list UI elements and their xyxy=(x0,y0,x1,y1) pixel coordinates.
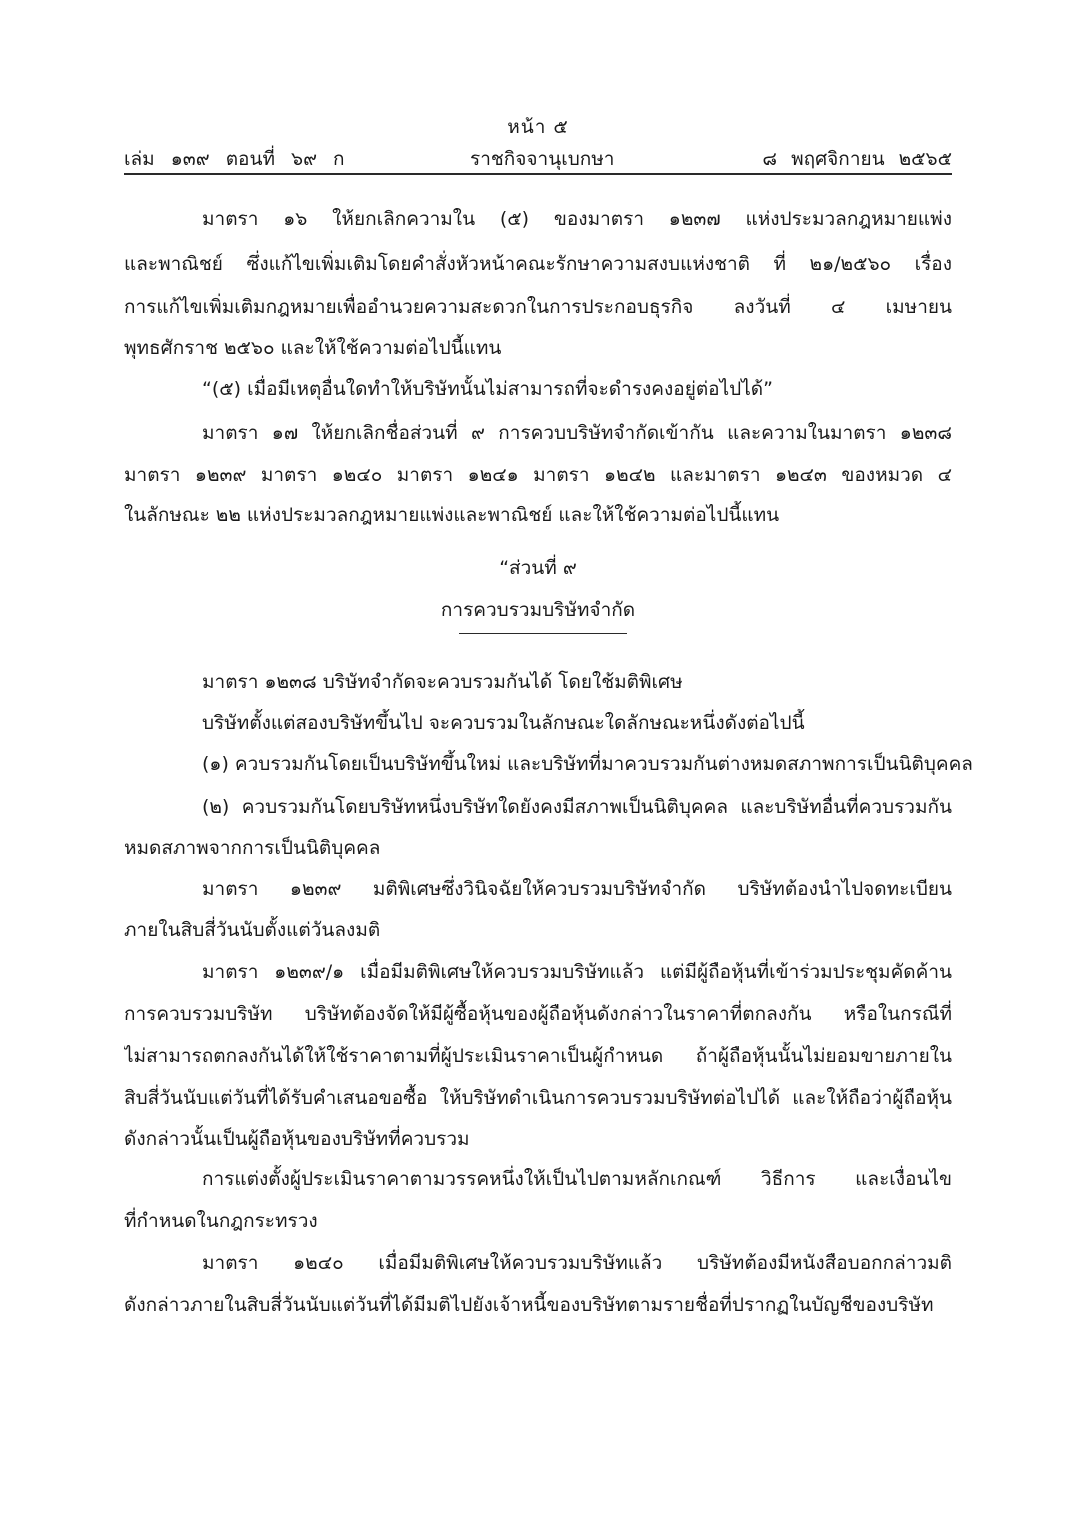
paragraph-line: ภายในสิบสี่วันนับตั้งแต่วันลงมติ xyxy=(124,919,381,941)
paragraph-line: และพาณิชย์ ซึ่งแก้ไขเพิ่มเติมโดยคำสั่งหัวหน้าคณะรักษาความสงบแห่งชาติ ที่ ๒๑/๒๕๖๐ เรื่อง xyxy=(124,253,952,275)
paragraph-line: ไม่สามารถตกลงกันได้ให้ใช้ราคาตามที่ผู้ประเมินราคาเป็นผู้กำหนด ถ้าผู้ถือหุ้นนั้นไม่ยอมขายภายใน xyxy=(124,1045,952,1067)
section-heading-number: “ส่วนที่ ๙ xyxy=(499,557,577,579)
publication-date: ๘ พฤศจิกายน ๒๕๖๕ xyxy=(762,148,952,170)
publication-name: ราชกิจจานุเบกษา xyxy=(470,148,615,170)
paragraph-line: ในลักษณะ ๒๒ แห่งประมวลกฎหมายแพ่งและพาณิชย์ และให้ใช้ความต่อไปนี้แทน xyxy=(124,504,780,526)
paragraph-line: มาตรา ๑๗ ให้ยกเลิกชื่อส่วนที่ ๙ การควบบริษัทจำกัดเข้ากัน และความในมาตรา ๑๒๓๘ xyxy=(202,422,952,444)
paragraph-line: สิบสี่วันนับแต่วันที่ได้รับคำเสนอขอซื้อ ให้บริษัทดำเนินการควบรวมบริษัทต่อไปได้ และให้ถือว่าผู้ถือหุ้น xyxy=(124,1087,952,1109)
paragraph-line: การแก้ไขเพิ่มเติมกฎหมายเพื่ออำนวยความสะดวกในการประกอบธุรกิจ ลงวันที่ ๔ เมษายน xyxy=(124,296,952,318)
heading-underline xyxy=(459,633,627,634)
paragraph-line: หมดสภาพจากการเป็นนิติบุคคล xyxy=(124,837,381,859)
page-number: หน้า ๕ xyxy=(507,116,569,138)
paragraph-line: มาตรา ๑๒๓๙ มาตรา ๑๒๔๐ มาตรา ๑๒๔๑ มาตรา ๑๒๔๒ และมาตรา ๑๒๔๓ ของหมวด ๔ xyxy=(124,464,952,486)
section-heading-title: การควบรวมบริษัทจำกัด xyxy=(440,599,636,621)
volume-info: เล่ม ๑๓๙ ตอนที่ ๖๙ ก xyxy=(124,148,345,170)
paragraph-line: มาตรา ๑๖ ให้ยกเลิกความใน (๕) ของมาตรา ๑๒๓๗ แห่งประมวลกฎหมายแพ่ง xyxy=(202,208,952,230)
paragraph-line: ดังกล่าวนั้นเป็นผู้ถือหุ้นของบริษัทที่ควบรวม xyxy=(124,1128,470,1150)
paragraph-line: มาตรา ๑๒๓๙/๑ เมื่อมีมติพิเศษให้ควบรวมบริษัทแล้ว แต่มีผู้ถือหุ้นที่เข้าร่วมประชุมคัดค้าน xyxy=(202,961,952,983)
paragraph-line: การควบรวมบริษัท บริษัทต้องจัดให้มีผู้ซื้อหุ้นของผู้ถือหุ้นดังกล่าวในราคาที่ตกลงกัน หรือในกรณีที่ xyxy=(124,1003,952,1025)
paragraph-line: บริษัทตั้งแต่สองบริษัทขึ้นไป จะควบรวมในลักษณะใดลักษณะหนึ่งดังต่อไปนี้ xyxy=(202,712,805,734)
paragraph-line: “(๕) เมื่อมีเหตุอื่นใดทำให้บริษัทนั้นไม่สามารถที่จะดำรงคงอยู่ต่อไปได้” xyxy=(202,378,773,400)
paragraph-line: พุทธศักราช ๒๕๖๐ และให้ใช้ความต่อไปนี้แทน xyxy=(124,337,502,359)
paragraph-line: มาตรา ๑๒๓๙ มติพิเศษซึ่งวินิจฉัยให้ควบรวมบริษัทจำกัด บริษัทต้องนำไปจดทะเบียน xyxy=(202,878,952,900)
paragraph-line: มาตรา ๑๒๓๘ บริษัทจำกัดจะควบรวมกันได้ โดยใช้มติพิเศษ xyxy=(202,671,683,693)
paragraph-line: มาตรา ๑๒๔๐ เมื่อมีมติพิเศษให้ควบรวมบริษัทแล้ว บริษัทต้องมีหนังสือบอกกล่าวมติ xyxy=(202,1252,952,1274)
paragraph-line: (๒) ควบรวมกันโดยบริษัทหนึ่งบริษัทใดยังคงมีสภาพเป็นนิติบุคคล และบริษัทอื่นที่ควบรวมกัน xyxy=(202,796,952,818)
header-divider xyxy=(124,173,952,175)
paragraph-line: ที่กำหนดในกฎกระทรวง xyxy=(124,1210,318,1232)
paragraph-line: (๑) ควบรวมกันโดยเป็นบริษัทขึ้นใหม่ และบริษัทที่มาควบรวมกันต่างหมดสภาพการเป็นนิติบุคคล xyxy=(202,753,973,775)
paragraph-line: ดังกล่าวภายในสิบสี่วันนับแต่วันที่ได้มีมติไปยังเจ้าหนี้ของบริษัทตามรายชื่อที่ปรากฏในบัญชีของบริษัท xyxy=(124,1294,934,1316)
gazette-header xyxy=(124,144,952,172)
paragraph-line: การแต่งตั้งผู้ประเมินราคาตามวรรคหนึ่งให้เป็นไปตามหลักเกณฑ์ วิธีการ และเงื่อนไข xyxy=(202,1168,952,1190)
